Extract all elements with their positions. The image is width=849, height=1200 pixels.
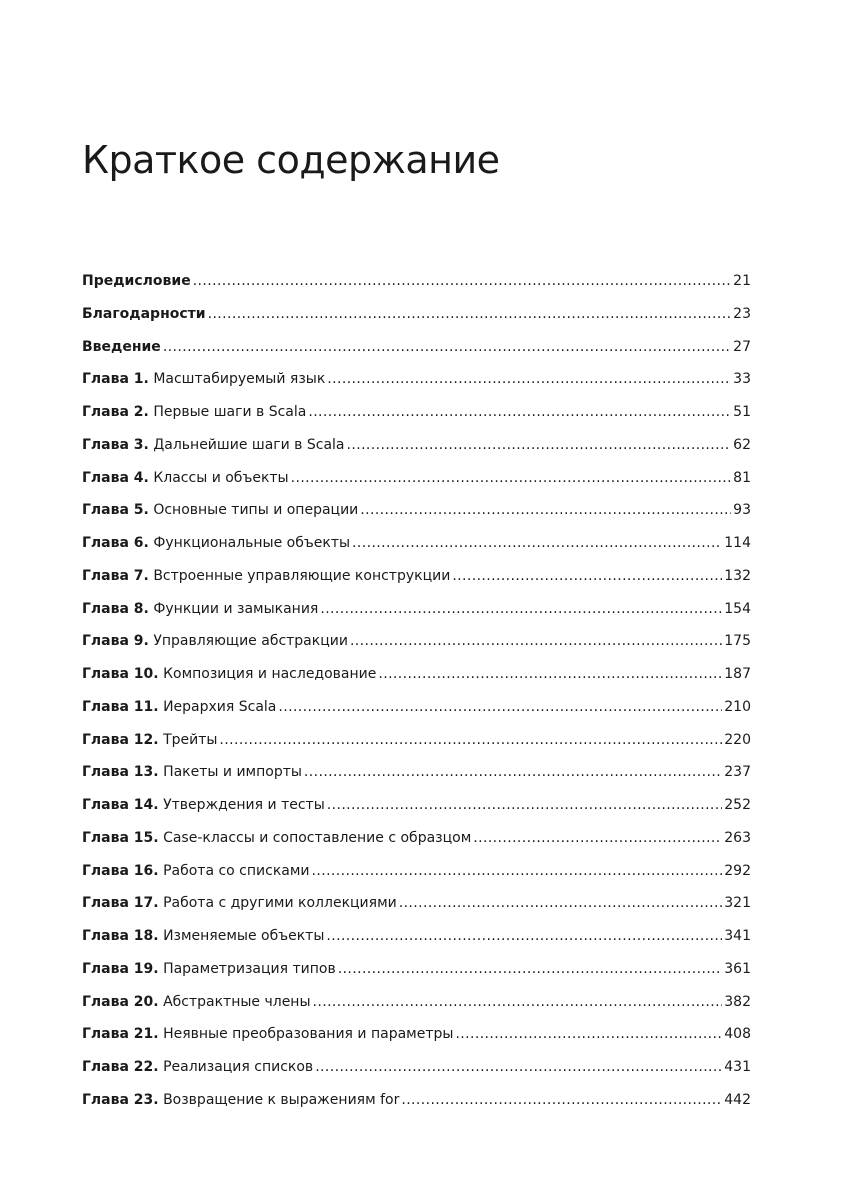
toc-entry-prefix: Глава 14. <box>82 797 159 813</box>
toc-leader-dots <box>315 1057 722 1077</box>
toc-page-number: 132 <box>724 567 751 584</box>
toc-entry-prefix: Введение <box>82 338 161 355</box>
toc-entry-title: Изменяемые объекты <box>163 928 325 944</box>
toc-entry-label <box>82 435 345 455</box>
toc-entry-prefix: Глава 2. <box>82 404 149 420</box>
toc-page-number: 442 <box>724 1091 751 1108</box>
toc-page-number: 382 <box>724 993 751 1010</box>
toc-entry-title: Первые шаги в Scala <box>153 404 307 420</box>
toc-page-number: 220 <box>724 731 751 748</box>
toc-entry-prefix: Глава 7. <box>82 567 149 584</box>
toc-page-number: 62 <box>733 436 751 453</box>
toc-page-number: 408 <box>724 1026 751 1043</box>
toc-leader-dots <box>304 762 722 782</box>
toc-entry-prefix: Глава 6. <box>82 535 149 551</box>
toc-entry-label <box>82 664 376 684</box>
toc-entry-prefix: Предисловие <box>82 273 191 289</box>
toc-leader-dots <box>327 369 731 389</box>
toc-entry-label <box>82 861 310 881</box>
toc-leader-dots <box>338 959 723 979</box>
toc-entry[interactable] <box>82 959 751 992</box>
toc-leader-dots <box>350 631 722 651</box>
toc-entry-label <box>82 1090 399 1110</box>
table-of-contents <box>82 271 751 1123</box>
toc-entry-title: Параметризация типов <box>163 960 336 977</box>
toc-page-number: 114 <box>724 535 751 551</box>
toc-entry[interactable] <box>82 435 751 468</box>
toc-entry-label <box>82 828 471 848</box>
toc-entry[interactable] <box>82 304 751 337</box>
toc-leader-dots <box>320 599 722 619</box>
toc-page-number: 33 <box>733 371 751 388</box>
toc-entry-prefix: Глава 3. <box>82 436 149 453</box>
toc-entry-title: Классы и объекты <box>153 469 289 486</box>
toc-leader-dots <box>312 861 723 881</box>
toc-entry[interactable] <box>82 795 751 828</box>
toc-entry-prefix: Глава 13. <box>82 764 159 781</box>
toc-entry[interactable] <box>82 730 751 763</box>
toc-leader-dots <box>308 402 731 422</box>
toc-leader-dots <box>347 435 732 455</box>
toc-entry-label <box>82 566 450 586</box>
toc-entry-title: Основные типы и операции <box>153 502 359 519</box>
toc-entry-prefix: Глава 4. <box>82 469 149 486</box>
toc-entry-prefix: Глава 21. <box>82 1026 159 1043</box>
toc-entry[interactable] <box>82 828 751 861</box>
toc-entry-title: Case-классы и сопоставление с образцом <box>163 829 472 846</box>
toc-entry[interactable] <box>82 861 751 894</box>
toc-entry[interactable] <box>82 926 751 959</box>
toc-entry[interactable] <box>82 599 751 632</box>
toc-leader-dots <box>473 828 722 848</box>
toc-leader-dots <box>291 468 732 488</box>
toc-entry-title: Реализация списков <box>163 1059 314 1075</box>
toc-entry[interactable] <box>82 697 751 730</box>
toc-page-number: 51 <box>733 404 751 420</box>
toc-entry-prefix: Глава 8. <box>82 600 149 617</box>
toc-page-number: 210 <box>724 698 751 715</box>
toc-entry-prefix: Глава 15. <box>82 829 159 846</box>
page-title: Краткое содержание <box>82 138 500 182</box>
toc-page-number: 81 <box>733 469 751 486</box>
toc-leader-dots <box>399 893 723 913</box>
toc-leader-dots <box>278 697 722 717</box>
toc-entry-label <box>82 369 325 389</box>
toc-entry-prefix: Глава 23. <box>82 1091 159 1108</box>
toc-page-number: 187 <box>724 666 751 682</box>
toc-leader-dots <box>163 337 731 357</box>
toc-page-number: 93 <box>733 502 751 519</box>
toc-entry[interactable] <box>82 402 751 435</box>
toc-entry-prefix: Глава 17. <box>82 895 159 912</box>
toc-entry-label <box>82 697 276 717</box>
toc-entry-title: Неявные преобразования и параметры <box>163 1026 454 1043</box>
toc-entry-title: Функциональные объекты <box>153 535 351 551</box>
toc-entry[interactable] <box>82 1090 751 1123</box>
toc-page-number: 237 <box>724 764 751 781</box>
toc-entry-prefix: Глава 16. <box>82 862 159 879</box>
toc-leader-dots <box>208 304 732 324</box>
toc-entry-prefix: Глава 20. <box>82 993 159 1010</box>
toc-page-number: 23 <box>733 305 751 322</box>
toc-entry[interactable] <box>82 337 751 370</box>
toc-entry-prefix: Глава 11. <box>82 698 159 715</box>
toc-entry-title: Дальнейшие шаги в Scala <box>153 436 345 453</box>
toc-entry[interactable] <box>82 893 751 926</box>
toc-entry-prefix: Глава 10. <box>82 666 159 682</box>
toc-page-number: 154 <box>724 600 751 617</box>
toc-entry-prefix: Благодарности <box>82 305 206 322</box>
toc-entry-title: Утверждения и тесты <box>163 797 325 813</box>
toc-entry-label <box>82 1024 453 1044</box>
toc-page-number: 263 <box>724 829 751 846</box>
toc-entry-label <box>82 730 217 750</box>
toc-entry-title: Пакеты и импорты <box>163 764 302 781</box>
toc-entry[interactable] <box>82 992 751 1025</box>
toc-leader-dots <box>352 533 722 553</box>
toc-entry[interactable] <box>82 664 751 697</box>
toc-page-number: 292 <box>724 862 751 879</box>
toc-leader-dots <box>326 926 722 946</box>
toc-entry-title: Работа с другими коллекциями <box>163 895 397 912</box>
toc-entry-label <box>82 992 311 1012</box>
toc-leader-dots <box>313 992 723 1012</box>
toc-entry-prefix: Глава 22. <box>82 1059 159 1075</box>
toc-entry-prefix: Глава 5. <box>82 502 149 519</box>
toc-entry-title: Возвращение к выражениям for <box>163 1091 400 1108</box>
toc-entry-prefix: Глава 18. <box>82 928 159 944</box>
toc-leader-dots <box>327 795 723 815</box>
toc-entry-title: Масштабируемый язык <box>153 371 326 388</box>
toc-entry-title: Управляющие абстракции <box>153 633 348 650</box>
toc-entry-prefix: Глава 19. <box>82 960 159 977</box>
toc-entry[interactable] <box>82 533 751 566</box>
toc-entry-title: Встроенные управляющие конструкции <box>153 567 451 584</box>
toc-entry-label <box>82 926 324 946</box>
toc-entry-title: Трейты <box>163 731 218 748</box>
toc-entry-prefix: Глава 1. <box>82 371 149 388</box>
toc-entry-title: Иерархия Scala <box>163 698 277 715</box>
toc-leader-dots <box>452 566 722 586</box>
toc-page-number: 431 <box>724 1059 751 1075</box>
toc-leader-dots <box>193 271 731 291</box>
toc-entry-prefix: Глава 9. <box>82 633 149 650</box>
toc-entry-label <box>82 599 318 619</box>
toc-entry-label <box>82 468 289 488</box>
toc-leader-dots <box>401 1090 722 1110</box>
toc-page-number: 21 <box>733 273 751 289</box>
toc-page-number: 341 <box>724 928 751 944</box>
toc-page-number: 175 <box>724 633 751 650</box>
toc-entry-title: Композиция и наследование <box>163 666 377 682</box>
toc-entry-label <box>82 402 306 422</box>
toc-page-number: 321 <box>724 895 751 912</box>
toc-entry-label <box>82 631 348 651</box>
toc-entry[interactable] <box>82 631 751 664</box>
toc-page-number: 252 <box>724 797 751 813</box>
toc-entry-label <box>82 959 336 979</box>
toc-leader-dots <box>455 1024 722 1044</box>
toc-leader-dots <box>360 500 731 520</box>
toc-entry-title: Функции и замыкания <box>153 600 319 617</box>
toc-entry[interactable] <box>82 500 751 533</box>
toc-entry-label <box>82 795 325 815</box>
toc-entry-label <box>82 533 350 553</box>
toc-entry-label <box>82 500 358 520</box>
toc-entry-prefix: Глава 12. <box>82 731 159 748</box>
toc-entry-title: Работа со списками <box>163 862 310 879</box>
toc-entry[interactable] <box>82 1057 751 1090</box>
toc-page-number: 27 <box>733 338 751 355</box>
toc-entry-label <box>82 762 302 782</box>
toc-entry[interactable] <box>82 369 751 402</box>
toc-entry-label <box>82 337 161 357</box>
toc-entry-label <box>82 271 191 291</box>
toc-entry[interactable] <box>82 271 751 304</box>
toc-page-number: 361 <box>724 960 751 977</box>
toc-entry-title: Абстрактные члены <box>163 993 311 1010</box>
toc-entry-label <box>82 893 397 913</box>
toc-entry[interactable] <box>82 468 751 501</box>
toc-entry-label <box>82 1057 313 1077</box>
toc-entry-label <box>82 304 206 324</box>
toc-entry[interactable] <box>82 1024 751 1057</box>
toc-entry[interactable] <box>82 566 751 599</box>
toc-entry[interactable] <box>82 762 751 795</box>
toc-leader-dots <box>219 730 722 750</box>
toc-leader-dots <box>378 664 722 684</box>
